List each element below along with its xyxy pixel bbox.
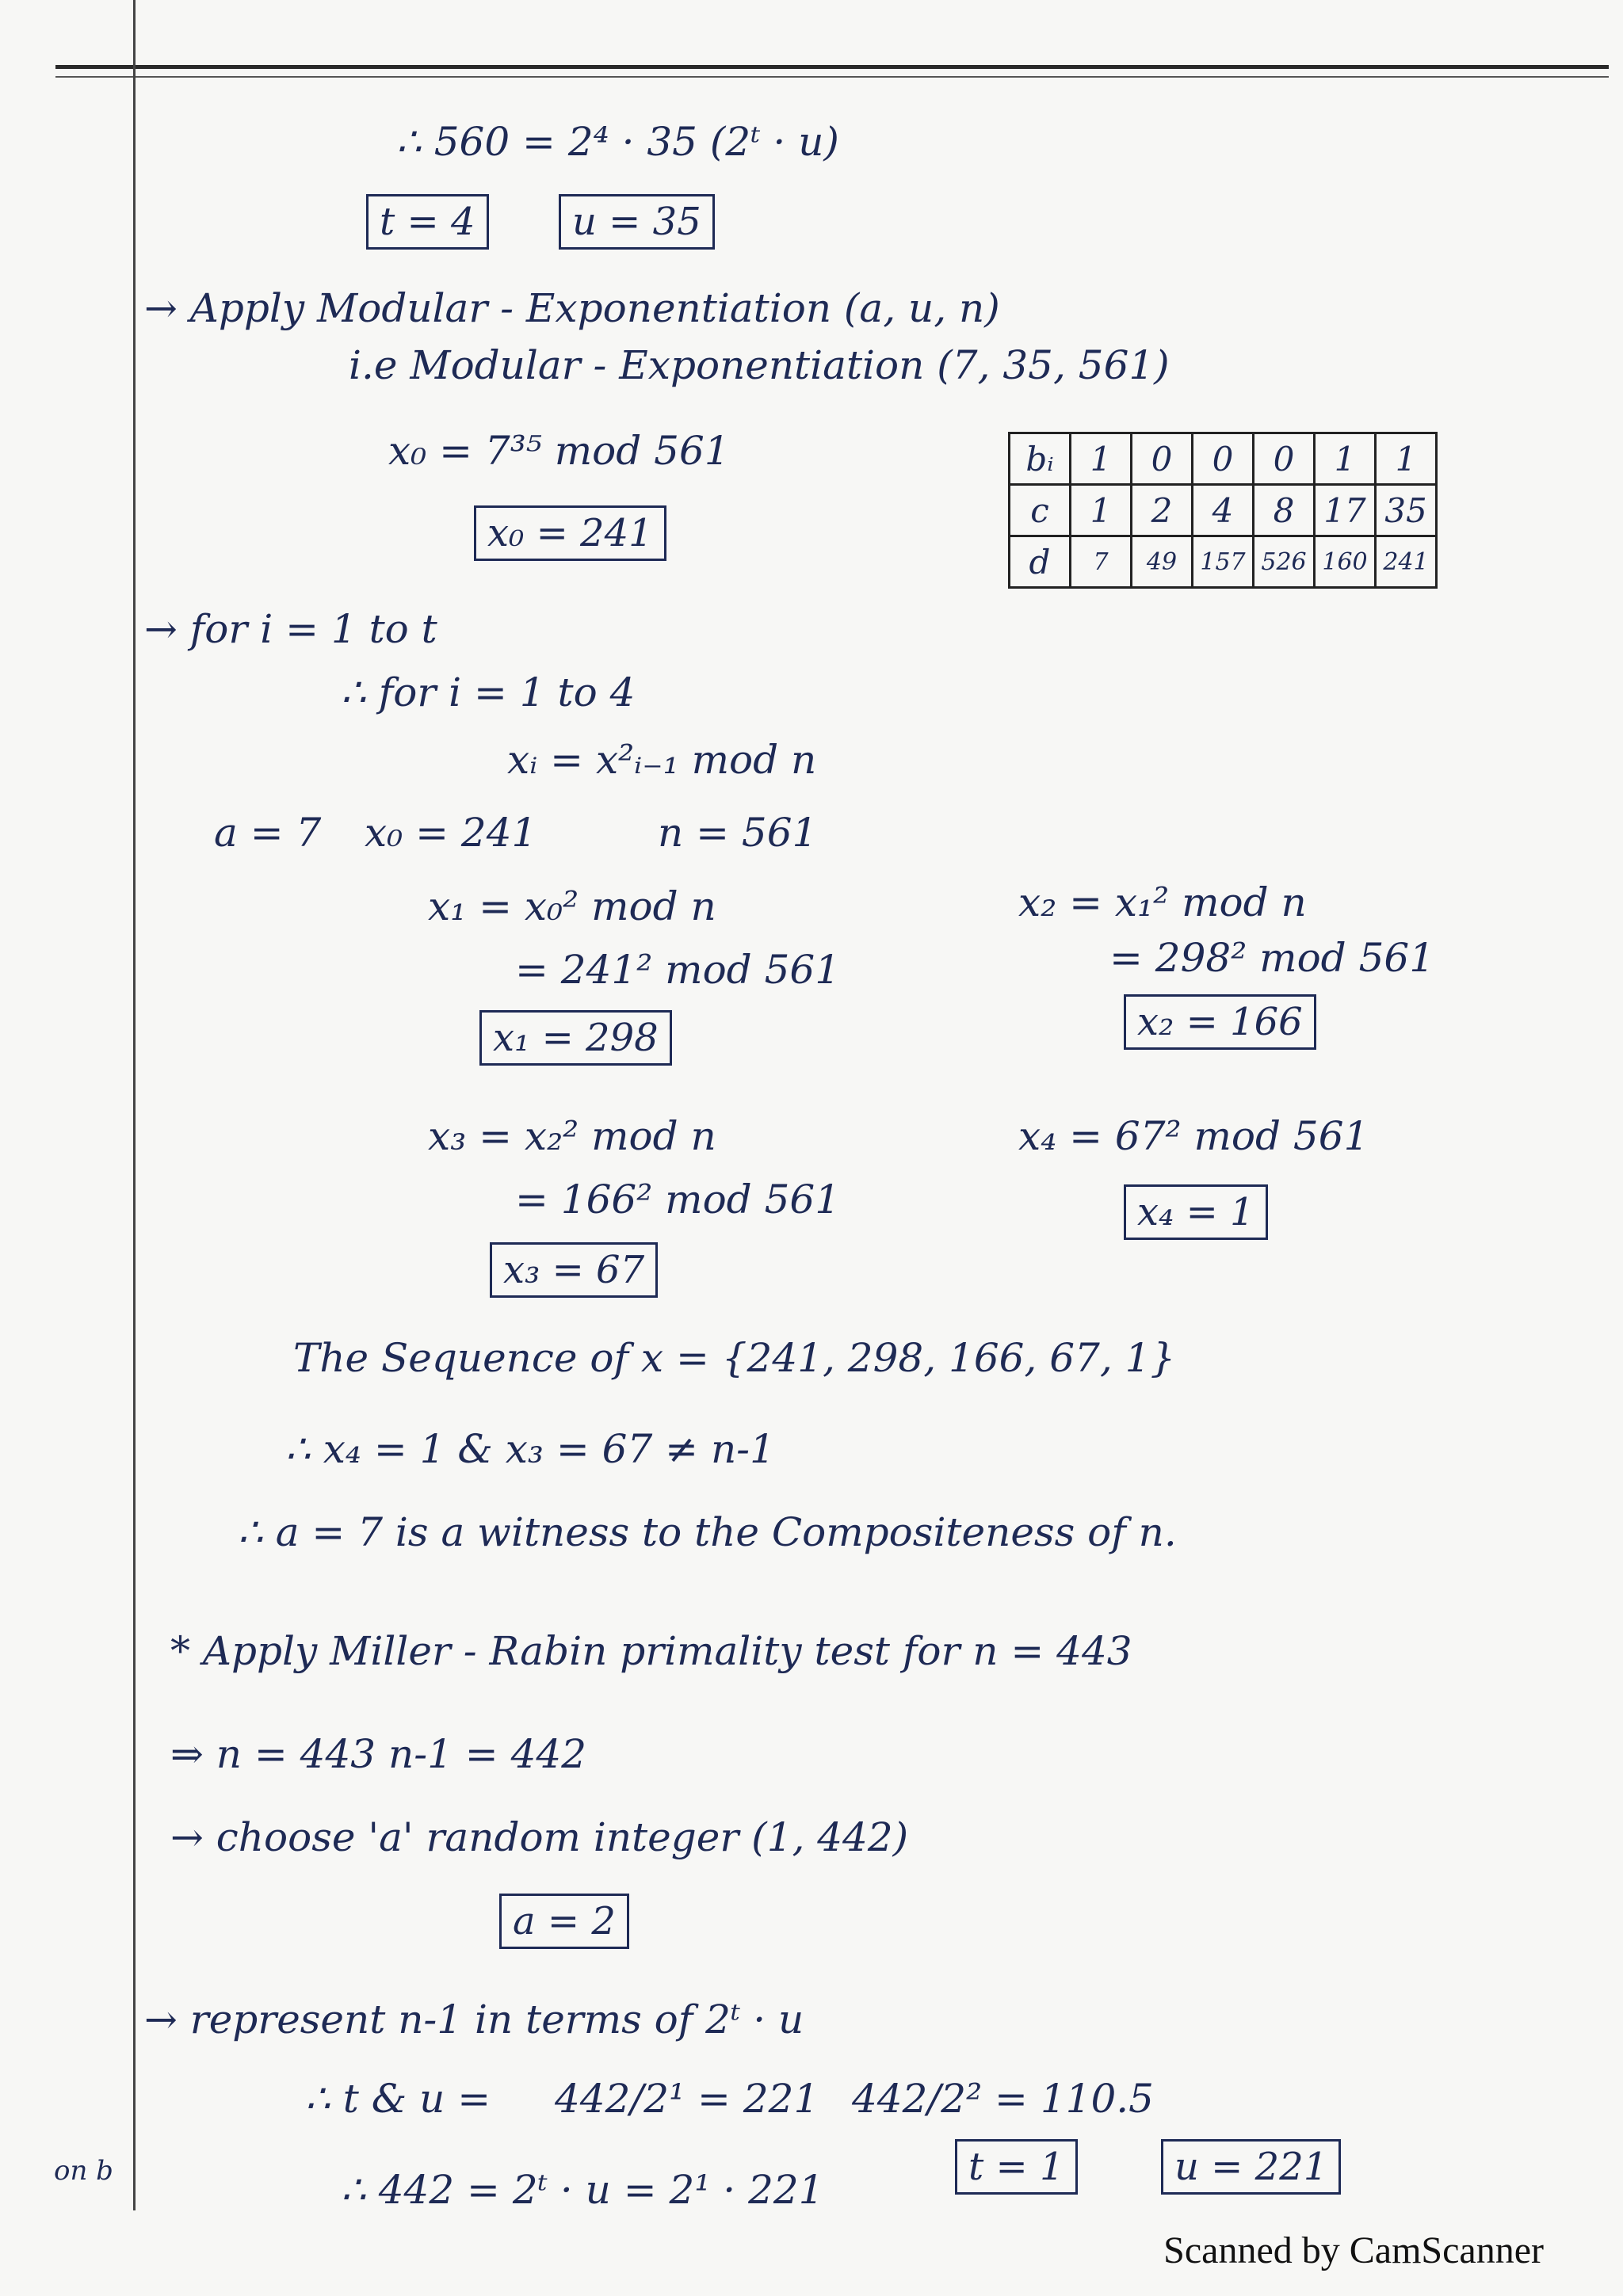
choose-a-line: → choose 'a' random integer (1, 442): [170, 1814, 909, 1860]
stray-margin-mark: on b: [54, 2155, 113, 2187]
table-cell: 2: [1132, 485, 1193, 536]
table-cell: c: [1010, 485, 1071, 536]
witness-conclusion: ∴ a = 7 is a witness to the Compositeness of n.: [238, 1509, 1177, 1555]
table-row-c: [1010, 485, 1437, 536]
table-cell: 526: [1254, 536, 1315, 588]
box-x3: x₃ = 67: [490, 1242, 658, 1298]
modexp-args-line: i.e Modular - Exponentiation (7, 35, 561): [349, 342, 1170, 388]
for-loop-bound-line: ∴ for i = 1 to 4: [341, 669, 636, 715]
scanner-watermark: Scanned by CamScanner: [1163, 2229, 1544, 2271]
box-x4: x₄ = 1: [1124, 1184, 1268, 1240]
box-t-4: t = 4: [366, 194, 489, 250]
page-top-rule: [55, 65, 1609, 69]
division-by-4: 442/2² = 110.5: [852, 2076, 1154, 2122]
box-a-2: a = 2: [499, 1894, 629, 1949]
x2-formula: x₂ = x₁² mod n: [1018, 879, 1307, 925]
n-value: n = 561: [658, 810, 818, 856]
x2-substitution: = 298² mod 561: [1109, 935, 1435, 981]
x4-formula: x₄ = 67² mod 561: [1018, 1113, 1369, 1159]
table-cell: 8: [1254, 485, 1315, 536]
table-cell: 0: [1193, 433, 1254, 485]
table-cell: 49: [1132, 536, 1193, 588]
x1-substitution: = 241² mod 561: [515, 947, 841, 993]
x0-formula: x₀ = 7³⁵ mod 561: [388, 428, 730, 474]
division-by-2: 442/2¹ = 221: [555, 2076, 819, 2122]
table-cell: 4: [1193, 485, 1254, 536]
table-cell: 160: [1315, 536, 1376, 588]
represent-line: → represent n-1 in terms of 2ᵗ · u: [144, 1997, 804, 2042]
x3-formula: x₃ = x₂² mod n: [428, 1113, 716, 1159]
a-value: a = 7: [214, 810, 322, 856]
box-x2: x₂ = 166: [1124, 994, 1316, 1050]
table-cell: 1: [1376, 433, 1437, 485]
t-u-label: ∴ t & u =: [305, 2076, 491, 2122]
x1-formula: x₁ = x₀² mod n: [428, 883, 716, 929]
table-cell: 1: [1071, 433, 1132, 485]
box-u-221: u = 221: [1161, 2139, 1341, 2195]
page-top-rule-secondary: [55, 76, 1609, 78]
table-cell: d: [1010, 536, 1071, 588]
page-margin-line: [133, 0, 136, 2210]
x3-substitution: = 166² mod 561: [515, 1177, 841, 1222]
box-t-1: t = 1: [955, 2139, 1078, 2195]
table-row-d: [1010, 536, 1437, 588]
recurrence-line: xᵢ = x²ᵢ₋₁ mod n: [507, 737, 817, 783]
table-cell: 35: [1376, 485, 1437, 536]
x0-value: x₀ = 241: [365, 810, 537, 856]
table-cell: 1: [1071, 485, 1132, 536]
box-u-35: u = 35: [559, 194, 715, 250]
final-decomposition: ∴ 442 = 2ᵗ · u = 2¹ · 221: [341, 2167, 824, 2213]
table-cell: 157: [1193, 536, 1254, 588]
apply-modexp-line: → Apply Modular - Exponentiation (a, u, n): [144, 285, 1000, 331]
decomposition-line: ∴ 560 = 2⁴ · 35 (2ᵗ · u): [396, 119, 839, 165]
box-x0: x₀ = 241: [474, 505, 666, 561]
apply-miller-rabin-line: * Apply Miller - Rabin primality test for n = 443: [170, 1628, 1132, 1674]
table-cell: 241: [1376, 536, 1437, 588]
n-443-line: ⇒ n = 443 n-1 = 442: [170, 1731, 587, 1777]
table-cell: 17: [1315, 485, 1376, 536]
modexp-table: [1008, 432, 1438, 589]
sequence-line: The Sequence of x = {241, 298, 166, 67, 1}: [293, 1335, 1176, 1381]
table-cell: 0: [1254, 433, 1315, 485]
table-cell: 1: [1315, 433, 1376, 485]
table-row-b: [1010, 433, 1437, 485]
table-cell: 7: [1071, 536, 1132, 588]
for-loop-line: → for i = 1 to t: [144, 606, 437, 652]
table-cell: 0: [1132, 433, 1193, 485]
x4-x3-condition: ∴ x₄ = 1 & x₃ = 67 ≠ n-1: [285, 1426, 775, 1472]
box-x1: x₁ = 298: [479, 1010, 672, 1066]
table-cell: bᵢ: [1010, 433, 1071, 485]
